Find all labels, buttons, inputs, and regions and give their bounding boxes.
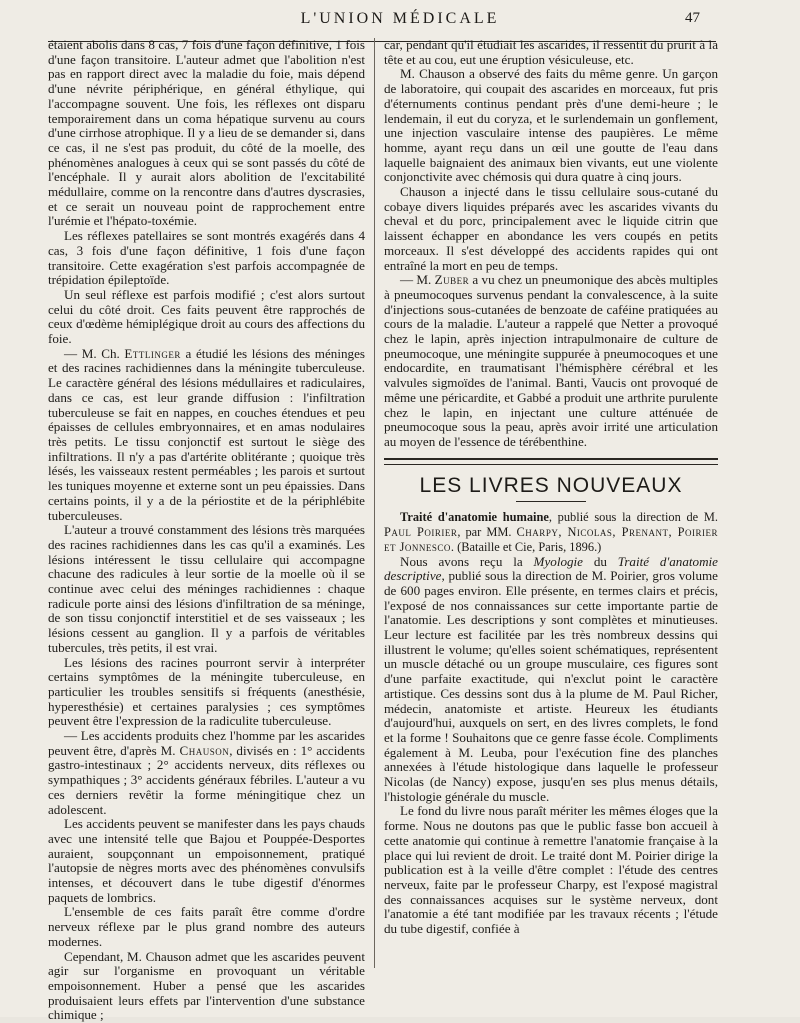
paragraph: Cependant, M. Chauson admet que les ascarides peuvent agir sur l'organisme en provoquant un véritable empoisonnement. Huber a pensé que les ascarides produisaient leurs effets par l'intervention d'une substance chimique ; [48,948,365,1023]
paragraph: Chauson a injecté dans le tissu cellulaire sous-cutané du cobaye divers liquides préparés avec les ascarides vivants du cheval et du porc, principalement avec le liquide citrin que laissent échapper en abondance les vers coupés en petits morceaux. Il s'est développé des accidents rapides qui ont entraîné la mort en peu de temps. [384,184,718,273]
paragraph-ettlinger: — M. Ch. Ettlinger a étudié les lésions des méninges et des racines rachidiennes dans la méningite tuberculeuse. Le caractère général des lésions médullaires et radiculaires, dans ce cas, est leur grande diffusion : l'infiltration tuberculeuse se fait en nappes, en couches étendues et peu épaisses de cellules embryonnaires, et en amas nodulaires très petits. Le tissu conjonctif est surtout le siège des infiltrations. Il n'y a pas d'artérite oblitérante ; quoique très lésés, les vaisseaux restent perméables ; les parois et surtout les tuniques moyenne et externe sont un peu épaissies. Dans certains points, il y a de la périostite et de la périphlébite tuberculeuses. [48,345,365,523]
journal-title: L'UNION MÉDICALE [300,10,500,27]
section-rule [384,458,718,465]
paragraph: Un seul réflexe est parfois modifié ; c'est alors surtout celui du côté droit. Ces faits peuvent être rapprochés de ceux d'œdème hémiplégique droit au cours des affections du foie. [48,286,365,347]
paragraph-review: Nous avons reçu la Myologie du Traité d'anatomie descriptive, publié sous la direction de M. Poirier, gros volume de 600 pages environ. Elle présente, en termes clairs et précis, l'exposé de nos connaissances sur cette importante partie de l'anatomie. Les descriptions y sont complètes et minutieuses. Leur lecture est facilitée par les très nombreux dessins qui illustrent le volume; qu'elles soient schématiques, représentent un muscle détaché ou un groupe musculaire, ces figures sont d'une parfaite exactitude, qui n'exclut point le caractère artistique. Ces dessins sont dus à la plume de M. Paul Richer, médecin, anatomiste et artiste. Heureux les étudiants d'aujourd'hui, auxquels on sert, en des livres complets, le fond et la forme ! Souhaitons que ce genre fasse école. Compliments également à M. Leuba, pour l'exécution fine des planches annexées à l'étude histologique dans laquelle le professeur Nicolas (de Nancy) expose, jusqu'en ses plus menus détails, l'histologie générale du muscle. [384,553,718,804]
paragraph: Le fond du livre nous paraît mériter les mêmes éloges que la forme. Nous ne doutons pas que le public fasse bon accueil à cette anatomie qui continue à remettre l'anatomie française à la place qui lui revient de droit. Le traité dont M. Poirier dirige la publication est à la veille d'être complet : l'étude des centres nerveux, faite par le professeur Charpy, est l'exposé magistral des connaissances acquises sur le système nerveux, dont l'anatomie a été tant modifiée par les travaux récents ; l'étude du tube digestif, confiée à [384,803,718,937]
paragraph: Les réflexes patellaires se sont montrés exagérés dans 4 cas, 3 fois d'une façon définitive, 1 fois d'une façon transitoire. Cette exagération s'est parfois accompagnée de trépidation épileptoïde. [48,228,365,288]
title-rule [516,501,586,502]
paragraph-chauson: — Les accidents produits chez l'homme par les ascarides peuvent être, d'après M. Chauson, divisés en : 1° accidents gastro-intestinaux ; 2° accidents nerveux, dits réflexes ou sympathiques ; 3° accidents généraux fébriles. L'auteur a vu ces derniers revêtir la forme méningitique chez un adolescent. [48,728,365,817]
paragraph: Les accidents peuvent se manifester dans les pays chauds avec une intensité telle que Bajou et Pouppée-Desportes auraient, soupçonnant un empoisonnement, pratiqué l'autopsie de nègres morts avec des phénomènes convulsifs intenses, et découvert dans le tube digestif d'énormes paquets de lombrics. [48,816,365,905]
right-column [384,38,718,937]
book-title: Traité d'anatomie humaine [400,510,549,525]
paragraph-zuber: — M. Zuber a vu chez un pneumonique des abcès multiples à pneumocoques survenus pendant la convalescence, à la suite d'injections sous-cutanées de benzoate de caféine pratiquées au cours de la maladie. L'auteur a rappelé que Netter a provoqué chez le lapin, après injection intrapulmonaire de culture de pneumocoque, une méningite suppurée à pneumocoques et une endocardite, en traumatisant l'hémisphère cérébral et les valvules sigmoïdes de l'animal. Banti, Vaucis ont provoqué de même une péricardite, et Gabbé a produit une arthrite purulente chez le lapin, en injectant une culture atténuée de pneumocoque sous la peau, après avoir irrité une articulation au moyen de l'essence de térébenthine. [384,272,718,449]
author-name: Ettlinger [124,345,181,361]
paragraph: étaient abolis dans 8 cas, 7 fois d'une façon définitive, 1 fois d'une façon transitoire. L'auteur admet que l'abolition n'est pas en rapport direct avec la maladie du foie, mais dépend d'une névrite périphérique, en général éthylique, qui l'accompagne souvent. Une fois, les réflexes ont disparu temporairement dans un coma hépatique survenu au cours d'une cirrhose atrophique. Il y a lieu de se demander si, dans ce cas, il ne s'est pas produit, du côté de la moelle, des phénomènes analogues à ceux qui se sont passés du côté de l'encéphale. Il y aurait alors abolition de l'excitabilité médullaire, comme on la rencontre dans d'autres dyscrasies, et ce serait un nouveau point de rapprochement entre l'urémie et l'hépato-toxémie. [48,37,365,229]
left-column [48,38,365,1023]
section-title: LES LIVRES NOUVEAUX [419,473,683,497]
paragraph: M. Chauson a observé des faits du même genre. Un garçon de laboratoire, qui coupait des ascarides en morceaux, fut pris d'éternuments continus pendant près d'une demi-heure ; le lendemain, il eut du coryza, et le surlendemain un gonflement, une injection vasculaire intense des paupières. Le même homme, ayant reçu dans un œil une goutte de l'eau dans laquelle baignaient des animaux bien vivants, eut une violente conjonctivite avec chémosis qui dura quatre à cinq jours. [384,66,718,185]
author-name: Chauson [179,742,230,758]
paragraph: Les lésions des racines pourront servir à interpréter certains symptômes de la méningite tuberculeuse, en particulier les troubles sensitifs si fréquents (anesthésie, hyperesthésie) et certaines paralysies ; ces symptômes peuvent être l'expression de la radiculite tuberculeuse. [48,654,365,729]
paragraph: L'ensemble de ces faits paraît être comme d'ordre nerveux réflexe par le plus grand nombre des auteurs modernes. [48,904,365,949]
running-header [0,10,800,32]
author-name: Zuber [434,272,470,288]
page-number: 47 [685,10,700,26]
paragraph: L'auteur a trouvé constamment des lésions très marquées des racines rachidiennes dans les cas qu'il a examinés. Les lésions intéressent le tissu cellulaire qui accompagne chacune des radicules à leur sortie de la moelle où il se continue avec celui des méninges rachidiennes : chaque radicule porte ainsi des lésions d'infiltration de sa méninge, de son tissu conjonctif interstitiel et de ses vaisseaux ; les lésions cessent au ganglion. Il y a parfois de véritables tubercules, très petits, il est vrai. [48,522,365,655]
book-reference: Traité d'anatomie humaine, publié sous la direction de M. Paul Poirier, par MM. Charpy, Nicolas, Prenant, Poirier et Jonnesco. (Bataille et Cie, Paris, 1896.) [384,510,718,554]
column-divider [374,38,375,968]
paragraph: car, pendant qu'il étudiait les ascarides, il ressentit du prurit à la tête et au cou, eut une éruption vésiculeuse, etc. [384,37,718,67]
